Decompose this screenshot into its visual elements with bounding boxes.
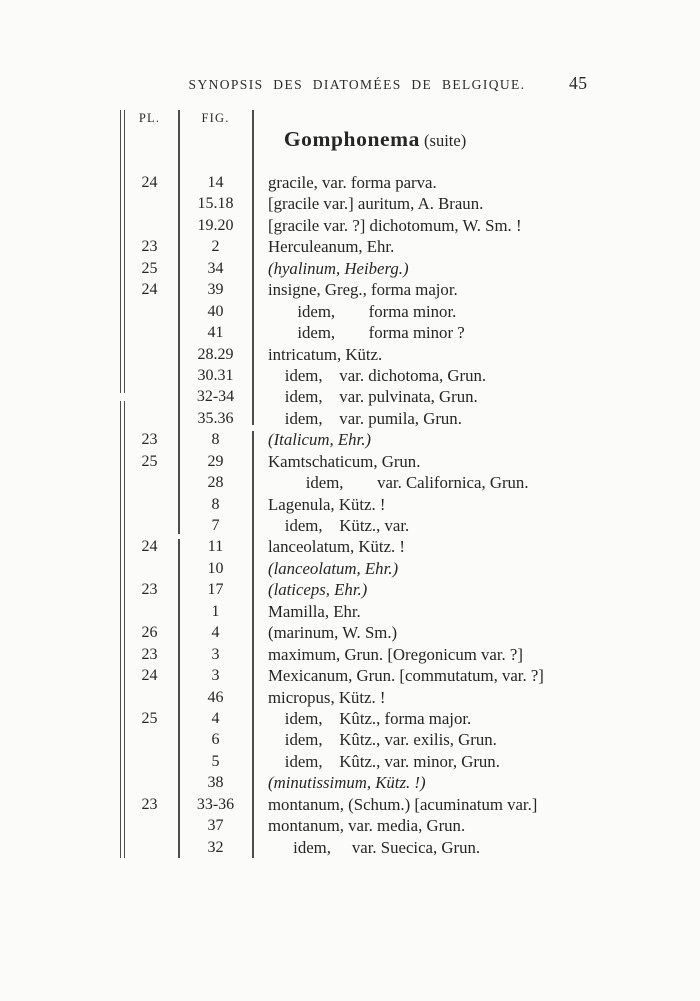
cell-plate-number [121,515,178,536]
table-row [121,429,599,450]
cell-species-description: (laticeps, Ehr.) [268,580,368,600]
column-header-pl: PL. [138,111,161,125]
cell-figure-number: 4 [211,709,220,727]
cell-species-description: (lanceolatum, Ehr.) [268,558,399,578]
table-row [121,193,599,214]
cell-figure-number: 10 [207,559,224,577]
cell-species-description: idem, var. Californica, Grun. [268,473,529,493]
section-title [253,127,497,152]
table-row [121,772,599,793]
cell-species-description: idem, Kûtz., var. exilis, Grun. [268,730,497,750]
table-row [121,451,599,472]
cell-plate-number [121,558,178,579]
cell-plate-number: 24 [141,174,158,191]
cell-plate-number [121,301,178,322]
table-row [121,729,599,750]
cell-plate-number: 23 [141,431,158,449]
table-row [121,344,599,365]
cell-figure-number: 5 [211,752,220,770]
cell-plate-number: 23 [141,581,158,599]
table-row [121,708,599,729]
cell-plate-number [121,386,178,407]
cell-figure-number: 7 [211,517,220,534]
table-row [121,279,599,300]
cell-figure-number: 11 [207,538,224,556]
cell-figure-number: 37 [207,817,224,835]
cell-figure-number: 14 [207,174,224,191]
table-row [121,837,599,858]
cell-species-description: idem, forma minor ? [268,323,465,343]
cell-species-description: montanum, (Schum.) [acuminatum var.] [268,794,538,814]
running-header: SYNOPSIS DES DIATOMÉES DE BELGIQUE. [188,77,526,92]
cell-species-description: (marinum, W. Sm.) [268,623,398,643]
table-row [121,622,599,643]
cell-plate-number [121,344,178,365]
cell-plate-number [121,408,178,429]
cell-species-description: Mamilla, Ehr. [268,601,361,621]
cell-species-description: idem, Kûtz., var. minor, Grun. [268,751,500,771]
cell-species-description: insigne, Greg., forma major. [268,280,458,300]
cell-species-description: idem, forma minor. [268,301,457,321]
cell-species-description: Herculeanum, Ehr. [268,237,395,257]
cell-species-description: lanceolatum, Kütz. ! [268,537,405,557]
cell-plate-number [121,751,178,772]
cell-plate-number: 24 [141,667,158,685]
cell-figure-number: 4 [211,624,220,642]
cell-plate-number: 23 [141,645,158,663]
species-table-rows [121,172,599,858]
cell-figure-number: 1 [211,602,220,620]
cell-species-description: idem, var. Suecica, Grun. [268,837,481,857]
cell-plate-number: 25 [141,452,158,470]
cell-figure-number: 28.29 [197,345,234,363]
table-row [121,301,599,322]
cell-species-description: [gracile var.] auritum, A. Braun. [268,194,484,214]
table-row [121,172,599,193]
cell-plate-number [121,687,178,708]
cell-figure-number: 39 [207,281,224,299]
cell-figure-number: 34 [207,259,224,277]
cell-species-description: Kamtschaticum, Grun. [268,451,421,471]
cell-plate-number [121,215,178,236]
cell-figure-number: 29 [207,452,224,470]
table-row [121,408,599,429]
cell-plate-number [121,729,178,750]
cell-species-description: Lagenula, Kütz. ! [268,494,386,514]
cell-figure-number: 30.31 [197,366,234,384]
cell-figure-number: 40 [207,302,224,320]
table-row [121,665,599,686]
table-row [121,494,599,515]
table-row [121,536,599,557]
cell-figure-number: 3 [211,645,220,663]
table-row [121,558,599,579]
cell-species-description: intricatum, Kütz. [268,344,383,364]
table-row [121,258,599,279]
cell-species-description: (Italicum, Ehr.) [268,430,371,450]
cell-species-description: idem, var. pumila, Grun. [268,408,462,428]
cell-plate-number [121,472,178,493]
cell-plate-number: 25 [141,709,158,727]
column-header-fig: FIG. [201,111,230,125]
table-row [121,601,599,622]
genus-name: Gomphonema [283,127,421,151]
cell-plate-number [121,837,178,858]
cell-species-description: idem, var. dichotoma, Grun. [268,365,487,385]
cell-plate-number [121,193,178,214]
cell-figure-number: 19.20 [197,216,234,234]
cell-plate-number [121,322,178,343]
cell-figure-number: 33-36 [196,795,235,813]
table-row [121,644,599,665]
cell-plate-number: 24 [141,538,158,556]
cell-species-description: idem, Kûtz., forma major. [268,708,472,728]
cell-plate-number: 24 [141,281,158,299]
cell-plate-number: 25 [141,259,158,277]
cell-species-description: [gracile var. ?] dichotomum, W. Sm. ! [268,215,522,235]
cell-figure-number: 3 [211,667,220,685]
table-row [121,322,599,343]
cell-plate-number: 23 [141,238,158,256]
cell-plate-number [121,365,178,386]
cell-figure-number: 32 [207,838,224,856]
cell-figure-number: 38 [207,774,224,792]
cell-species-description: gracile, var. forma parva. [268,173,437,192]
cell-plate-number [121,494,178,515]
cell-figure-number: 46 [207,688,224,706]
cell-figure-number: 32-34 [196,388,235,406]
table-row [121,386,599,407]
table-row [121,472,599,493]
table-row [121,365,599,386]
cell-figure-number: 8 [211,495,220,513]
cell-plate-number: 26 [141,624,158,642]
table-row [121,687,599,708]
cell-species-description: idem, Kütz., var. [268,516,410,535]
cell-plate-number: 23 [141,795,158,813]
cell-species-description: Mexicanum, Grun. [commutatum, var. ?] [268,666,544,686]
cell-figure-number: 2 [211,238,220,256]
table-row [121,236,599,257]
table-row [121,794,599,815]
cell-figure-number: 8 [211,431,220,449]
table-row [121,515,599,536]
cell-figure-number: 15.18 [197,195,234,213]
cell-figure-number: 35.36 [197,409,234,427]
genus-suffix: (suite) [424,131,467,150]
cell-figure-number: 6 [211,731,220,749]
cell-species-description: micropus, Kütz. ! [268,687,386,707]
cell-species-description: idem, var. pulvinata, Grun. [268,387,478,407]
table-row [121,751,599,772]
cell-figure-number: 28 [207,474,224,492]
table-row [121,215,599,236]
cell-species-description: (hyalinum, Heiberg.) [268,258,409,278]
cell-species-description: montanum, var. media, Grun. [268,816,466,836]
cell-species-description: maximum, Grun. [Oregonicum var. ?] [268,644,523,664]
cell-plate-number [121,601,178,622]
cell-plate-number [121,772,178,793]
cell-figure-number: 17 [207,581,224,599]
cell-figure-number: 41 [207,324,224,342]
page-number: 45 [569,73,588,93]
cell-species-description: (minutissimum, Kütz. !) [268,773,426,793]
cell-plate-number [121,815,178,836]
table-row [121,579,599,600]
table-row [121,815,599,836]
